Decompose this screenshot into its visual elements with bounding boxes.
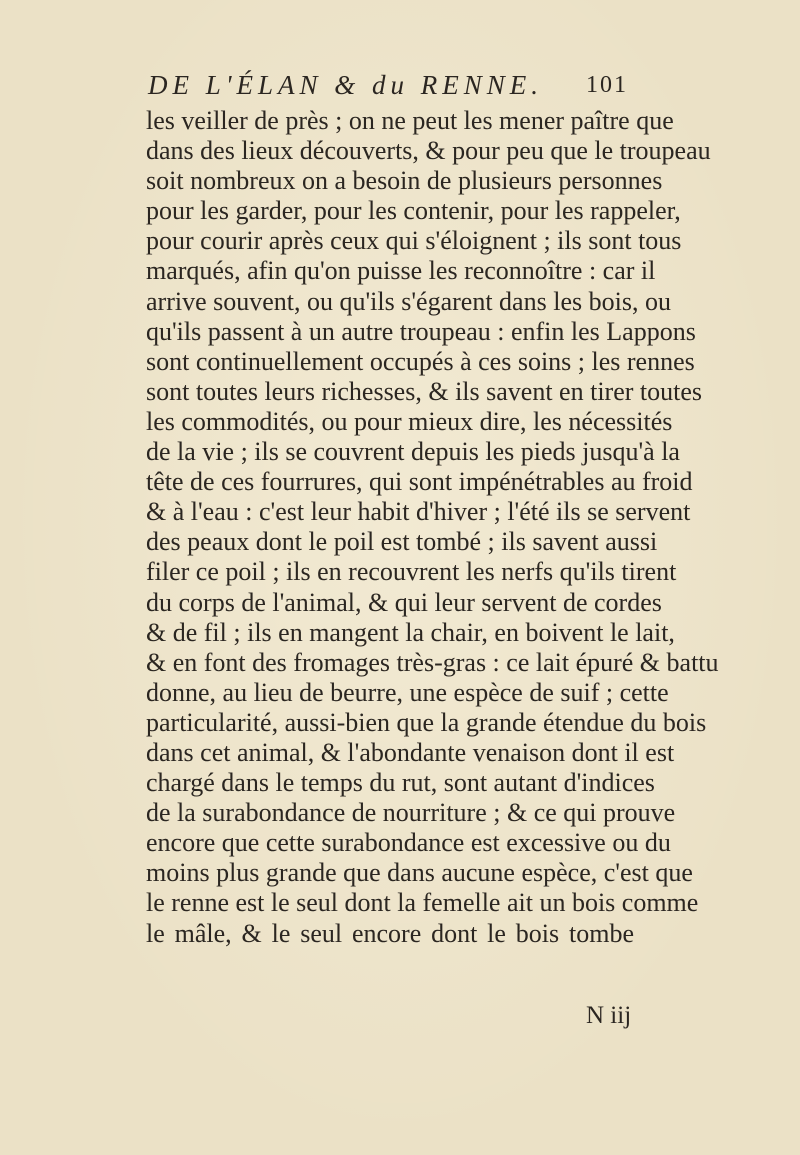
text-line: sont toutes leurs richesses, & ils savent en tirer toutes <box>146 376 703 406</box>
text-line: le renne est le seul dont la femelle ait un bois comme <box>146 888 699 918</box>
text-line: filer ce poil ; ils en recouvrent les nerfs qu'ils tirent <box>146 557 677 587</box>
text-line: le mâle, & le seul encore dont le bois tombe <box>146 918 634 948</box>
body-text <box>146 106 719 949</box>
text-line: du corps de l'animal, & qui leur servent de cordes <box>146 587 662 617</box>
text-line: & de fil ; ils en mangent la chair, en boivent le lait, <box>146 617 675 647</box>
text-line: donne, au lieu de beurre, une espèce de suif ; cette <box>146 677 669 707</box>
text-line: moins plus grande que dans aucune espèce, c'est que <box>146 858 693 888</box>
signature-mark: N iij <box>586 1002 632 1029</box>
text-line: tête de ces fourrures, qui sont impénétrables au froid <box>146 467 693 497</box>
text-line: soit nombreux on a besoin de plusieurs personnes <box>146 166 663 196</box>
text-line: pour les garder, pour les contenir, pour les rappeler, <box>146 196 681 226</box>
text-line: chargé dans le temps du rut, sont autant d'indices <box>146 768 655 798</box>
running-head: DE L'ÉLAN & du RENNE. <box>148 70 544 100</box>
text-line: des peaux dont le poil est tombé ; ils savent aussi <box>146 527 658 557</box>
text-line: & à l'eau : c'est leur habit d'hiver ; l'été ils se servent <box>146 497 691 527</box>
text-line: particularité, aussi-bien que la grande étendue du bois <box>146 707 707 737</box>
text-line: sont continuellement occupés à ces soins ; les rennes <box>146 346 695 376</box>
text-line: arrive souvent, ou qu'ils s'égarent dans les bois, ou <box>146 286 671 316</box>
text-line: qu'ils passent à un autre troupeau : enfin les Lappons <box>146 316 696 346</box>
text-line: encore que cette surabondance est excessive ou du <box>146 828 671 858</box>
text-line: pour courir après ceux qui s'éloignent ; ils sont tous <box>146 226 682 256</box>
text-line: & en font des fromages très-gras : ce lait épuré & battu <box>146 647 719 677</box>
text-line: dans des lieux découverts, & pour peu que le troupeau <box>146 136 711 166</box>
page-header <box>148 70 628 106</box>
text-line: dans cet animal, & l'abondante venaison dont il est <box>146 737 675 767</box>
text-line: les commodités, ou pour mieux dire, les nécessités <box>146 406 673 436</box>
text-line: marqués, afin qu'on puisse les reconnoître : car il <box>146 256 656 286</box>
text-line: les veiller de près ; on ne peut les mener paître que <box>146 106 674 135</box>
text-line: de la vie ; ils se couvrent depuis les pieds jusqu'à la <box>146 437 680 467</box>
page-number: 101 <box>586 72 628 98</box>
text-line: de la surabondance de nourriture ; & ce qui prouve <box>146 798 676 828</box>
